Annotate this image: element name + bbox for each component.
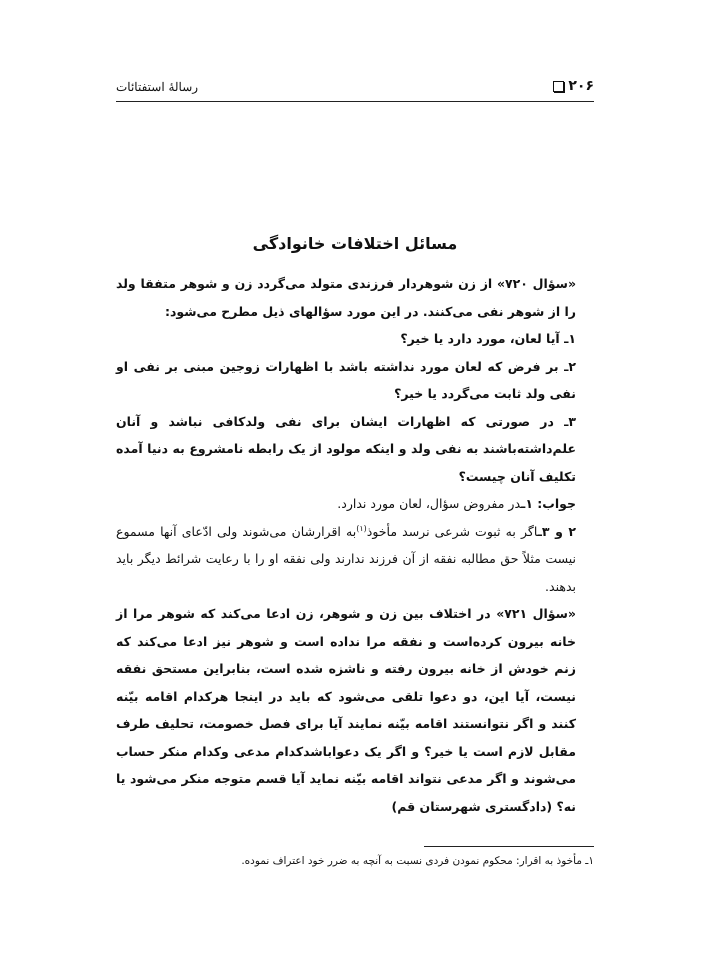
question-721 xyxy=(116,600,594,820)
page-body xyxy=(116,270,594,820)
question-721-text: در اختلاف بین زن و شوهر، زن ادعا می‌کند که شوهر مرا از خانه بیرون کرده‌است و نفقه مرا نداده است و شوهر نیز ادعا می‌کند که زنم خودش از خانه بیرون رفته و ناشزه شده است، بنابراین مستحق نفقه نیست، آیا این، دو دعوا تلقی می‌شود که باید در اینجا هرکدام اقامه بیّنه کنند و اگر نتوانستند اقامه بیّنه نمایند آیا برای فصل خصومت، تحلیف طرف مقابل لازم است یا خیر؟ و اگر یک دعواباشدکدام مدعی وکدام منکر حساب می‌شوند و اگر مدعی نتواند اقامه بیّنه نماید آیا قسم متوجه منکر می‌شود یا نه؟ (دادگستری شهرستان قم) xyxy=(116,606,576,814)
answer-720-label: جواب: ۱ـ xyxy=(521,496,576,511)
answer-720-text-2a: اگر به ثبوت شرعی نرسد مأخوذ xyxy=(366,523,538,539)
page-number: ۲۰۶ xyxy=(568,78,594,94)
question-721-label: «سؤال ۷۲۱» xyxy=(496,606,577,621)
question-720-item-1: ۱ـ آیا لعان، مورد دارد یا خیر؟ xyxy=(400,331,576,346)
running-title: رسالۀ استفتائات xyxy=(116,80,199,94)
question-720-item-3: ۳ـ در صورتی که اظهارات ایشان برای نفی ولدکافی نباشد و آنان علم‌داشته‌باشند به نفی ولد و اینکه مولود از یک رابطه نامشروع به دنیا آمده تکلیف آنان چیست؟ xyxy=(116,413,576,484)
running-header xyxy=(116,78,594,100)
question-720-item-2: ۲ـ بر فرض که لعان مورد نداشته باشد با اظهارات زوجین مبنی بر نفی او نفی ولد ثابت می‌گردد یا خیر؟ xyxy=(116,358,576,401)
page-number-box xyxy=(553,78,594,94)
answer-720-text-1: در مفروض سؤال، لعان مورد ندارد. xyxy=(337,496,522,511)
footnote: ۱ـ مأخوذ به اقرار: محکوم نمودن فردی نسبت به آنچه به ضرر خود اعتراف نموده. xyxy=(241,855,594,867)
footnote-rule xyxy=(424,846,594,847)
question-720-label: «سؤال ۷۲۰» xyxy=(496,276,577,291)
question-720 xyxy=(116,270,594,325)
square-bullet-icon xyxy=(553,81,564,92)
footnote-reference: (۱) xyxy=(356,523,367,533)
question-720-text: از زن شوهردار فرزندی متولد می‌گردد زن و شوهر متفقا ولد را از شوهر نفی می‌کنند. در این مورد سؤالهای ذیل مطرح می‌شود: xyxy=(116,276,576,319)
answer-720-text-2b: به اقرارشان می‌شوند ولی ادّعای آنها مسموع نیست مثلاً حق مطالبه نفقه از آن فرزند ندارند ولی نفقه او را با رعایت شرائط دیگر باید بدهند. xyxy=(116,523,576,594)
header-rule xyxy=(116,101,594,102)
answer-720-label-2: ۲ و ۳ـ xyxy=(537,523,576,539)
answer-720-part-2 xyxy=(116,518,594,601)
section-title: مسائل اختلافات خانوادگی xyxy=(252,234,458,253)
answer-720-part-1 xyxy=(116,490,594,518)
